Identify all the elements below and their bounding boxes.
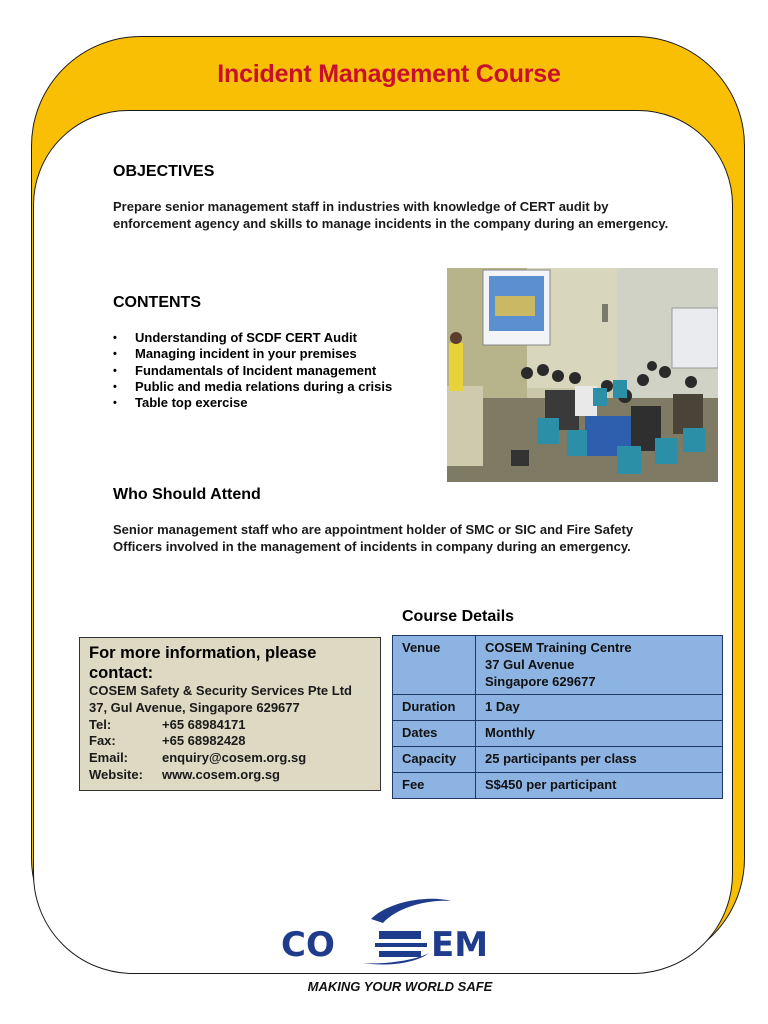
venue-label: Venue — [393, 636, 476, 695]
fee-label: Fee — [393, 772, 476, 798]
contact-tel: Tel: +65 68984171 — [89, 716, 246, 732]
contact-website: Website: www.cosem.org.sg — [89, 766, 280, 782]
dates-label: Dates — [393, 721, 476, 747]
list-item: • Understanding of SCDF CERT Audit — [113, 330, 392, 346]
slogan: MAKING YOUR WORLD SAFE — [307, 979, 493, 994]
contact-company: COSEM Safety & Security Services Pte Ltd — [89, 683, 352, 698]
venue-value: COSEM Training Centre 37 Gul Avenue Singapore 629677 — [476, 636, 723, 695]
website-link[interactable]: www.cosem.org.sg — [162, 766, 280, 782]
list-item: • Table top exercise — [113, 395, 392, 411]
objectives-text: Prepare senior management staff in industries with knowledge of CERT audit by enforcement agency and skills to manage incidents in the company during an emergency. — [113, 199, 669, 231]
fee-value: S$450 per participant — [476, 772, 723, 798]
svg-text:EM: EM — [431, 925, 489, 965]
email-link[interactable]: enquiry@cosem.org.sg — [162, 750, 307, 766]
contact-fax: Fax: +65 68982428 — [89, 733, 246, 749]
table-row — [393, 721, 723, 747]
classroom-photo — [447, 268, 718, 482]
table-row — [393, 636, 723, 695]
attend-text: Senior management staff who are appointment holder of SMC or SIC and Fire Safety Officers involved in the management of incidents in company during an emergency. — [113, 522, 634, 554]
contact-box — [79, 637, 381, 791]
capacity-value: 25 participants per class — [476, 746, 723, 772]
attend-heading: Who Should Attend — [113, 486, 261, 503]
objectives-heading: OBJECTIVES — [113, 163, 215, 180]
contents-heading: CONTENTS — [113, 294, 201, 311]
duration-label: Duration — [393, 695, 476, 721]
course-details-heading: Course Details — [402, 608, 515, 625]
page-title: Incident Management Course — [217, 60, 561, 88]
contact-email: Email: enquiry@cosem.org.sg — [89, 750, 307, 766]
duration-value: 1 Day — [476, 695, 723, 721]
list-item: • Fundamentals of Incident management — [113, 363, 392, 379]
contact-heading: For more information, please contact: — [89, 644, 317, 682]
table-row — [393, 695, 723, 721]
capacity-label: Capacity — [393, 746, 476, 772]
contents-list — [113, 330, 392, 411]
svg-text:CO: CO — [281, 925, 335, 965]
table-row — [393, 746, 723, 772]
contact-address: 37, Gul Avenue, Singapore 629677 — [89, 699, 300, 715]
list-item: • Public and media relations during a crisis — [113, 379, 392, 395]
list-item: • Managing incident in your premises — [113, 346, 392, 362]
table-row — [393, 772, 723, 798]
cosem-logo — [279, 893, 519, 965]
course-details-table — [392, 635, 723, 799]
dates-value: Monthly — [476, 721, 723, 747]
